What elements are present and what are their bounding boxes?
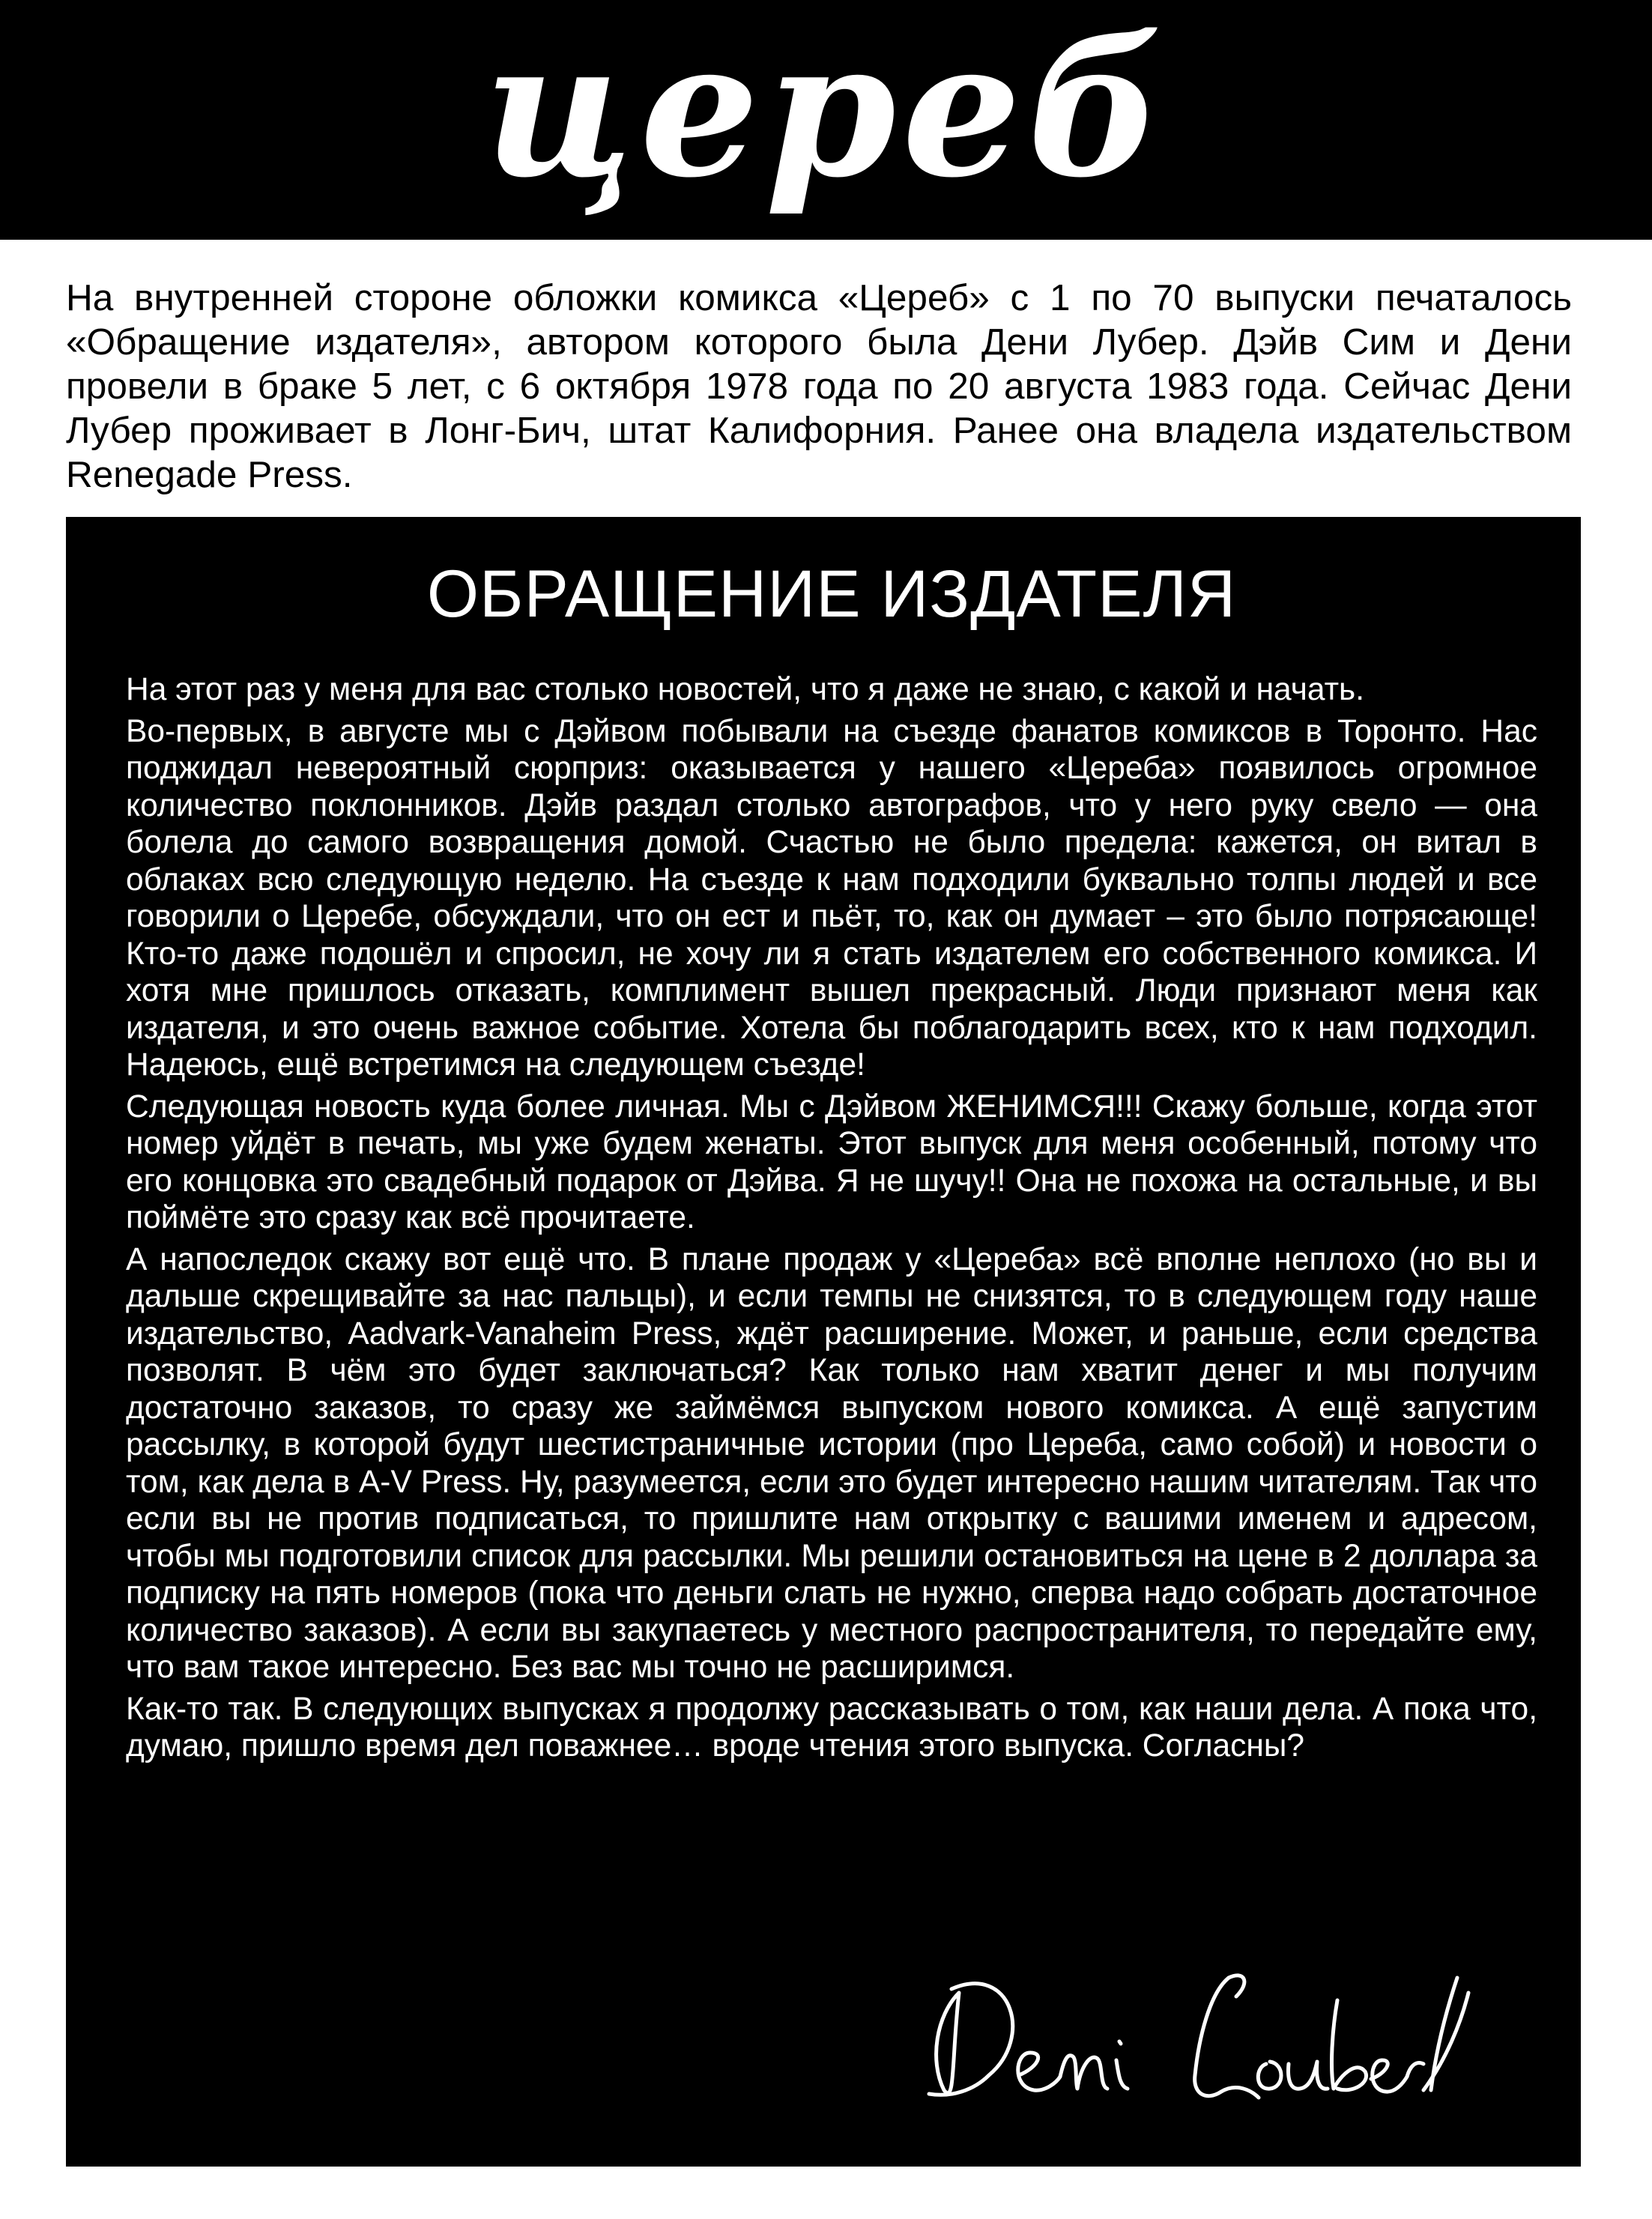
masthead-banner bbox=[0, 0, 1652, 240]
letter-body bbox=[126, 671, 1537, 1765]
letter-paragraph: Как-то так. В следующих выпусках я продолжу рассказывать о том, как наши дела. А пока что, думаю, пришло время дел поважнее… вроде чтения этого выпуска. Согласны? bbox=[126, 1691, 1537, 1764]
letter-paragraph: А напоследок скажу вот ещё что. В плане продаж у «Цереба» всё вполне неплохо (но вы и дальше скрещивайте за нас пальцы), и если темпы не снизятся, то в следующем году наше издательство, Aadvark-Vanaheim Press, ждёт расширение. Может, и раньше, если средства позволят. В чём это будет заключаться? Как только нам хватит денег и мы получим достаточно заказов, то сразу же займёмся выпуском нового комикса. А ещё запустим рассылку, в которой будут шестистраничные истории (про Цереба, само собой) и новости о том, как дела в A-V Press. Ну, разумеется, если это будет интересно нашим читателям. Так что если вы не против подписаться, то пришлите нам открытку с вашими именем и адресом, чтобы мы подготовили список для рассылки. Мы решили остановиться на цене в 2 доллара за подписку на пять номеров (пока что деньги слать не нужно, сперва надо собрать достаточное количество заказов). А если вы закупаетесь у местного распространителя, то передайте ему, что вам такое интересно. Без вас мы точно не расширимся. bbox=[126, 1241, 1537, 1685]
publisher-letter-panel bbox=[66, 517, 1581, 2167]
handwritten-signature bbox=[907, 1948, 1476, 2113]
intro-paragraph: На внутренней стороне обложки комикса «Цереб» с 1 по 70 выпуски печаталось «Обращение издателя», автором которого была Дени Лубер. Дэйв Сим и Дени провели в браке 5 лет, с 6 октября 1978 года по 20 августа 1983 года. Сейчас Дени Лубер проживает в Лонг-Бич, штат Калифорния. Ранее она владела издательством Renegade Press. bbox=[66, 277, 1572, 495]
letter-paragraph: Следующая новость куда более личная. Мы с Дэйвом ЖЕНИМСЯ!!! Скажу больше, когда этот номер уйдёт в печать, мы уже будем женаты. Этот выпуск для меня особенный, потому что его концовка это свадебный подарок от Дэйва. Я не шучу!! Она не похожа на остальные, и вы поймёте это сразу как всё прочитаете. bbox=[126, 1089, 1537, 1235]
letter-paragraph: Во-первых, в августе мы с Дэйвом побывали на съезде фанатов комиксов в Торонто. Нас поджидал невероятный сюрприз: оказывается у нашего «Цереба» появилось огромное количество поклонников. Дэйв раздал столько автографов, что у него руку свело — она болела до самого возвращения домой. Счастью не было предела: кажется, он витал в облаках всю следующую неделю. На съезде к нам подходили буквально толпы людей и все говорили о Церебе, обсуждали, что он ест и пьёт, то, как он думает – это было потрясающе! Кто-то даже подошёл и спросил, не хочу ли я стать издателем его собственного комикса. И хотя мне пришлось отказать, комплимент вышел прекрасный. Люди признают меня как издателя, и это очень важное событие. Хотела бы поблагодарить всех, кто к нам подходил. Надеюсь, ещё встретимся на следующем съезде! bbox=[126, 713, 1537, 1083]
letter-title: ОБРАЩЕНИЕ ИЗДАТЕЛЯ bbox=[426, 556, 1237, 631]
letter-paragraph: На этот раз у меня для вас столько новостей, что я даже не знаю, с какой и начать. bbox=[126, 672, 1364, 707]
masthead-title: цереб bbox=[483, 0, 1169, 219]
